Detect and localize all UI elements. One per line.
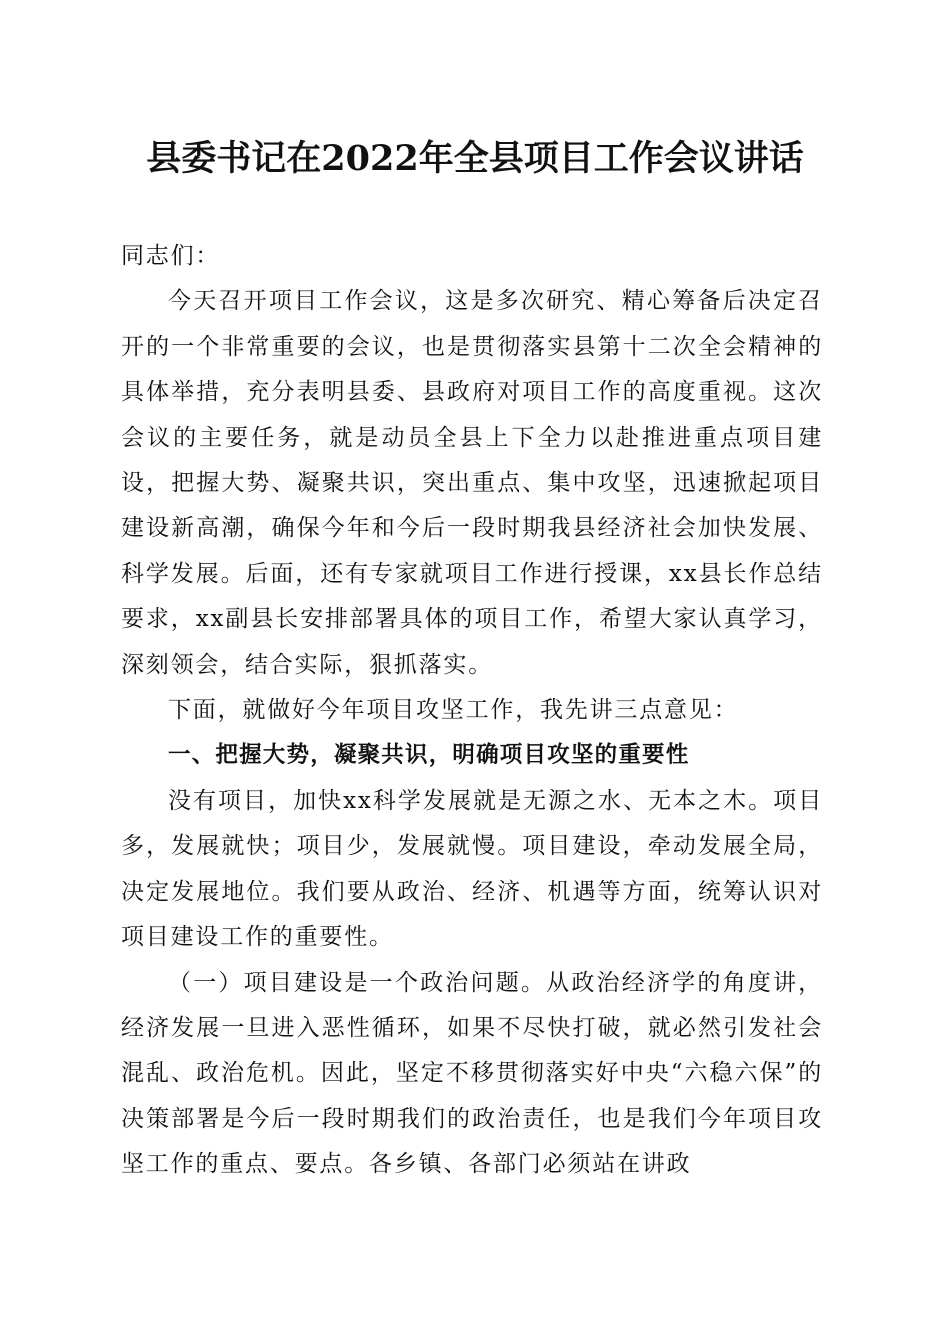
salutation: 同志们： [121, 243, 221, 269]
document-title: 县委书记在2022年全县项目工作会议讲话 [146, 138, 804, 179]
paragraph-intro: 今天召开项目工作会议，这是多次研究、精心筹备后决定召开的一个非常重要的会议，也是贯彻落实县第十二次全会精神的具体举措，充分表明县委、县政府对项目工作的高度重视。这次会议的主要任务，就是动员全县上下全力以赴推进重点项目建设，把握大势、凝聚共识，突出重点、集中攻坚，迅速掀起项目建设新高潮，确保今年和今后一段时期我县经济社会加快发展、科学发展。后面，还有专家就项目工作进行授课，xx县长作总结要求，xx副县长安排部署具体的项目工作，希望大家认真学习，深刻领会，结合实际，狠抓落实。 [121, 288, 823, 678]
paragraph-transition: 下面，就做好今年项目攻坚工作，我先讲三点意见： [168, 697, 739, 724]
section-heading-1: 一、把握大势，凝聚共识，明确项目攻坚的重要性 [168, 742, 690, 769]
document-body [121, 234, 823, 1188]
paragraph-section-1: 没有项目，加快xx科学发展就是无源之水、无本之木。项目多，发展就快；项目少，发展就慢。项目建设，牵动发展全局，决定发展地位。我们要从政治、经济、机遇等方面，统筹认识对项目建设工作的重要性。 [121, 787, 823, 951]
paragraph-subsection-1: （一）项目建设是一个政治问题。从政治经济学的角度讲，经济发展一旦进入恶性循环，如果不尽快打破，就必然引发社会混乱、政治危机。因此，坚定不移贯彻落实好中央“六稳六保”的决策部署是今后一段时期我们的政治责任，也是我们今年项目攻坚工作的重点、要点。各乡镇、各部门必须站在讲政 [121, 969, 823, 1178]
